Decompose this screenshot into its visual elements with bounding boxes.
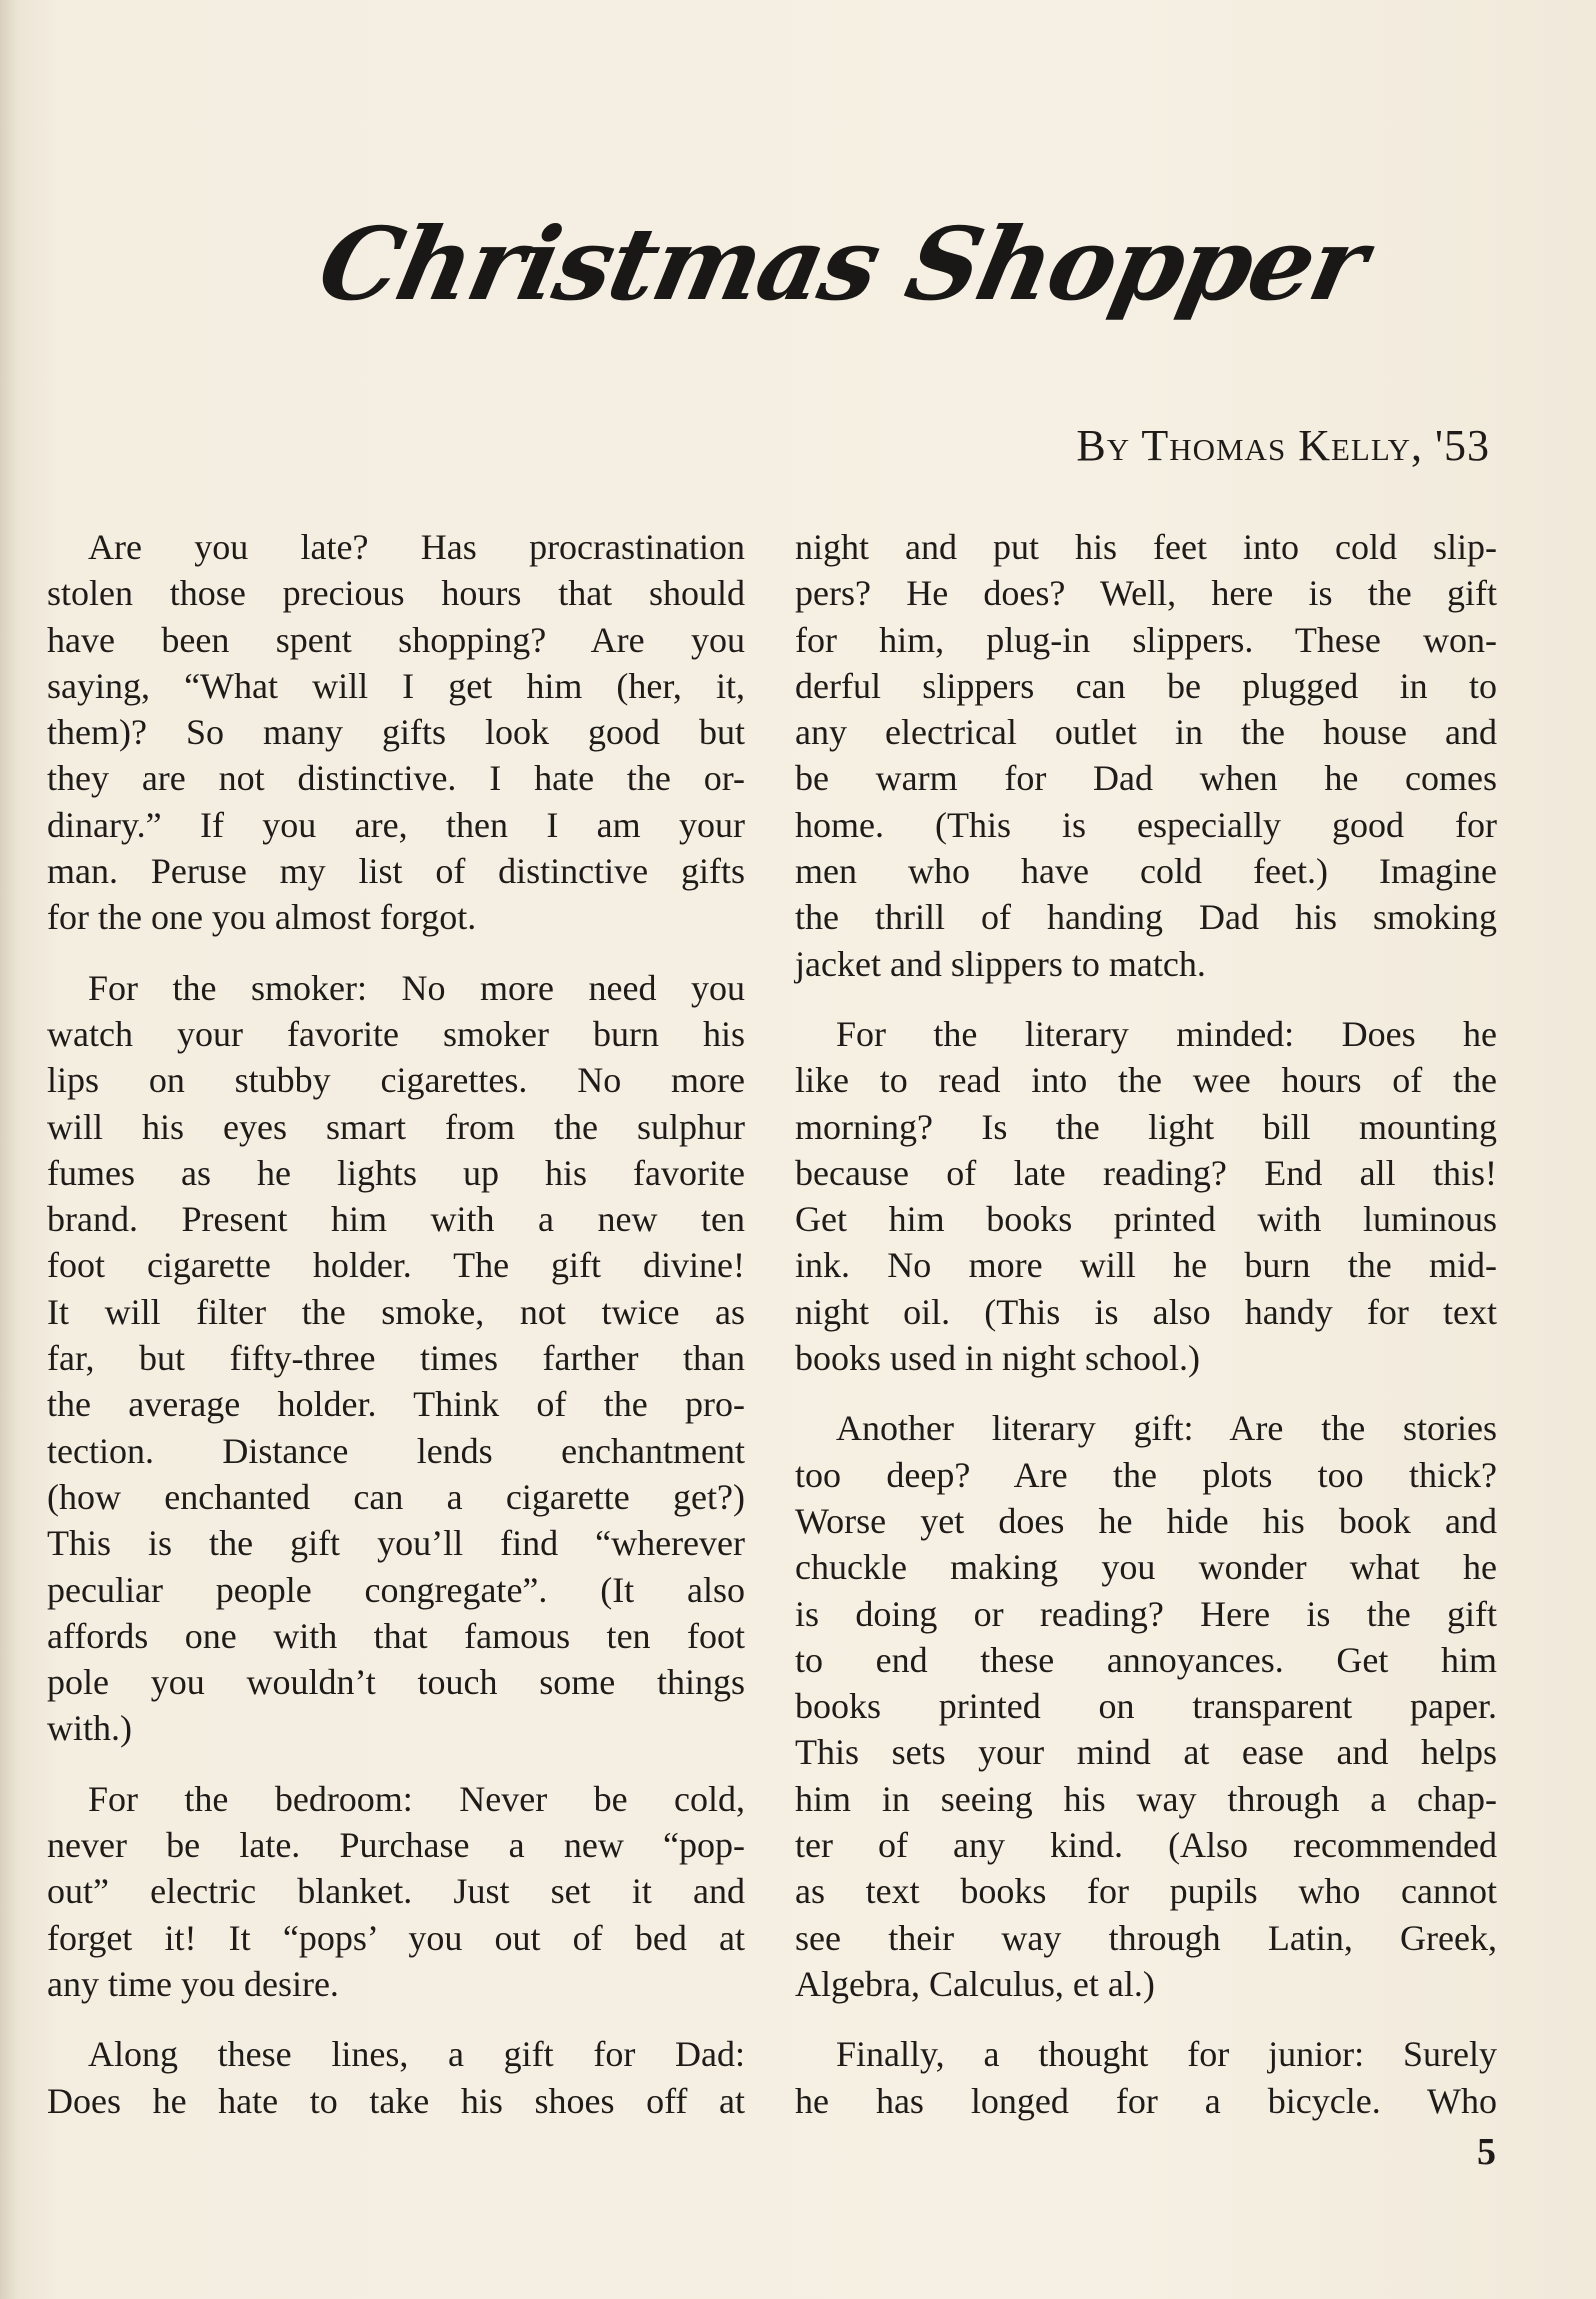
text-line: saying, “What will I get him (her, it,	[47, 665, 745, 706]
text-line: any electrical outlet in the house and	[795, 712, 1497, 753]
text-line: for him, plug-in slippers. These won-	[795, 619, 1497, 660]
text-line: see their way through Latin, Greek,	[795, 1917, 1497, 1958]
text-line: For the smoker: No more need you	[88, 967, 745, 1008]
text-line: Along these lines, a gift for Dad:	[88, 2034, 745, 2075]
text-line: never be late. Purchase a new “pop-	[47, 1825, 745, 1866]
text-line: Are you late? Has procrastination	[88, 527, 745, 567]
paragraph	[795, 1011, 1497, 1381]
text-line: Does he hate to take his shoes off at	[47, 2080, 745, 2121]
text-line: because of late reading? End all this!	[795, 1152, 1497, 1193]
paragraph	[47, 1776, 745, 2007]
text-line: any time you desire.	[47, 1963, 339, 2004]
text-line: pole you wouldn’t touch some things	[47, 1662, 745, 1703]
text-line: out” electric blanket. Just set it and	[47, 1871, 745, 1912]
text-line: the average holder. Think of the pro-	[47, 1384, 745, 1425]
text-line: night and put his feet into cold slip-	[795, 527, 1497, 567]
text-line: men who have cold feet.) Imagine	[795, 851, 1497, 892]
text-line: lips on stubby cigarettes. No more	[47, 1060, 745, 1101]
text-line: him in seeing his way through a chap-	[795, 1778, 1497, 1819]
text-line: peculiar people congregate”. (It also	[47, 1569, 745, 1610]
paragraph	[795, 2031, 1497, 2124]
text-line: like to read into the wee hours of the	[795, 1060, 1497, 1101]
text-line: This is the gift you’ll find “wherever	[47, 1523, 745, 1564]
article-column-right	[795, 524, 1497, 2148]
text-line: is doing or reading? Here is the gift	[795, 1593, 1497, 1634]
text-line: for the one you almost forgot.	[47, 897, 477, 938]
paragraph	[47, 965, 745, 1752]
paragraph	[47, 524, 745, 941]
text-line: For the literary minded: Does he	[836, 1013, 1497, 1054]
text-line: forget it! It “pops’ you out of bed at	[47, 1917, 745, 1958]
text-line: to end these annoyances. Get him	[795, 1639, 1497, 1680]
text-line: foot cigarette holder. The gift divine!	[47, 1245, 745, 1286]
text-line: morning? Is the light bill mounting	[795, 1106, 1497, 1147]
text-line: fumes as he lights up his favorite	[47, 1152, 745, 1193]
text-line: chuckle making you wonder what he	[795, 1547, 1497, 1588]
paragraph	[47, 2031, 745, 2124]
text-line: books used in night school.)	[795, 1338, 1200, 1379]
text-line: books printed on transparent paper.	[795, 1686, 1497, 1727]
text-line: Worse yet does he hide his book and	[795, 1500, 1497, 1541]
article-title: Christmas Shopper	[309, 205, 1376, 323]
text-line: Get him books printed with luminous	[795, 1199, 1497, 1240]
text-line: Another literary gift: Are the stories	[836, 1408, 1497, 1449]
paragraph	[795, 1405, 1497, 2007]
text-line: affords one with that famous ten foot	[47, 1615, 745, 1656]
article-byline: By Thomas Kelly, '53	[1076, 421, 1490, 470]
text-line: home. (This is especially good for	[795, 804, 1497, 845]
text-line: dinary.” If you are, then I am your	[47, 804, 745, 845]
text-line: man. Peruse my list of distinctive gifts	[47, 851, 745, 892]
text-line: This sets your mind at ease and helps	[795, 1732, 1497, 1773]
paragraph	[795, 524, 1497, 987]
text-line: watch your favorite smoker burn his	[47, 1013, 745, 1054]
text-line: tection. Distance lends enchantment	[47, 1430, 745, 1471]
text-line: Algebra, Calculus, et al.)	[795, 1963, 1155, 2004]
page-number: 5	[1477, 2131, 1496, 2173]
text-line: will his eyes smart from the sulphur	[47, 1106, 745, 1147]
text-line: It will filter the smoke, not twice as	[47, 1291, 745, 1332]
text-line: pers? He does? Well, here is the gift	[795, 573, 1497, 614]
text-line: (how enchanted can a cigarette get?)	[47, 1476, 745, 1517]
text-line: them)? So many gifts look good but	[47, 712, 745, 753]
text-line: too deep? Are the plots too thick?	[795, 1454, 1497, 1495]
article-column-left	[47, 524, 745, 2148]
text-line: jacket and slippers to match.	[795, 943, 1206, 984]
text-line: For the bedroom: Never be cold,	[88, 1778, 745, 1819]
text-line: ter of any kind. (Also recommended	[795, 1825, 1497, 1866]
text-line: brand. Present him with a new ten	[47, 1199, 745, 1240]
text-line: far, but fifty-three times farther than	[47, 1338, 745, 1379]
text-line: derful slippers can be plugged in to	[795, 665, 1497, 706]
text-line: be warm for Dad when he comes	[795, 758, 1497, 799]
text-line: with.)	[47, 1708, 132, 1749]
text-line: the thrill of handing Dad his smoking	[795, 897, 1497, 938]
text-line: they are not distinctive. I hate the or-	[47, 758, 745, 799]
text-line: he has longed for a bicycle. Who	[795, 2080, 1497, 2121]
text-line: Finally, a thought for junior: Surely	[836, 2034, 1497, 2075]
text-line: ink. No more will he burn the mid-	[795, 1245, 1497, 1286]
text-line: as text books for pupils who cannot	[795, 1871, 1497, 1912]
text-line: stolen those precious hours that should	[47, 573, 745, 614]
text-line: have been spent shopping? Are you	[47, 619, 745, 660]
text-line: night oil. (This is also handy for text	[795, 1291, 1497, 1332]
